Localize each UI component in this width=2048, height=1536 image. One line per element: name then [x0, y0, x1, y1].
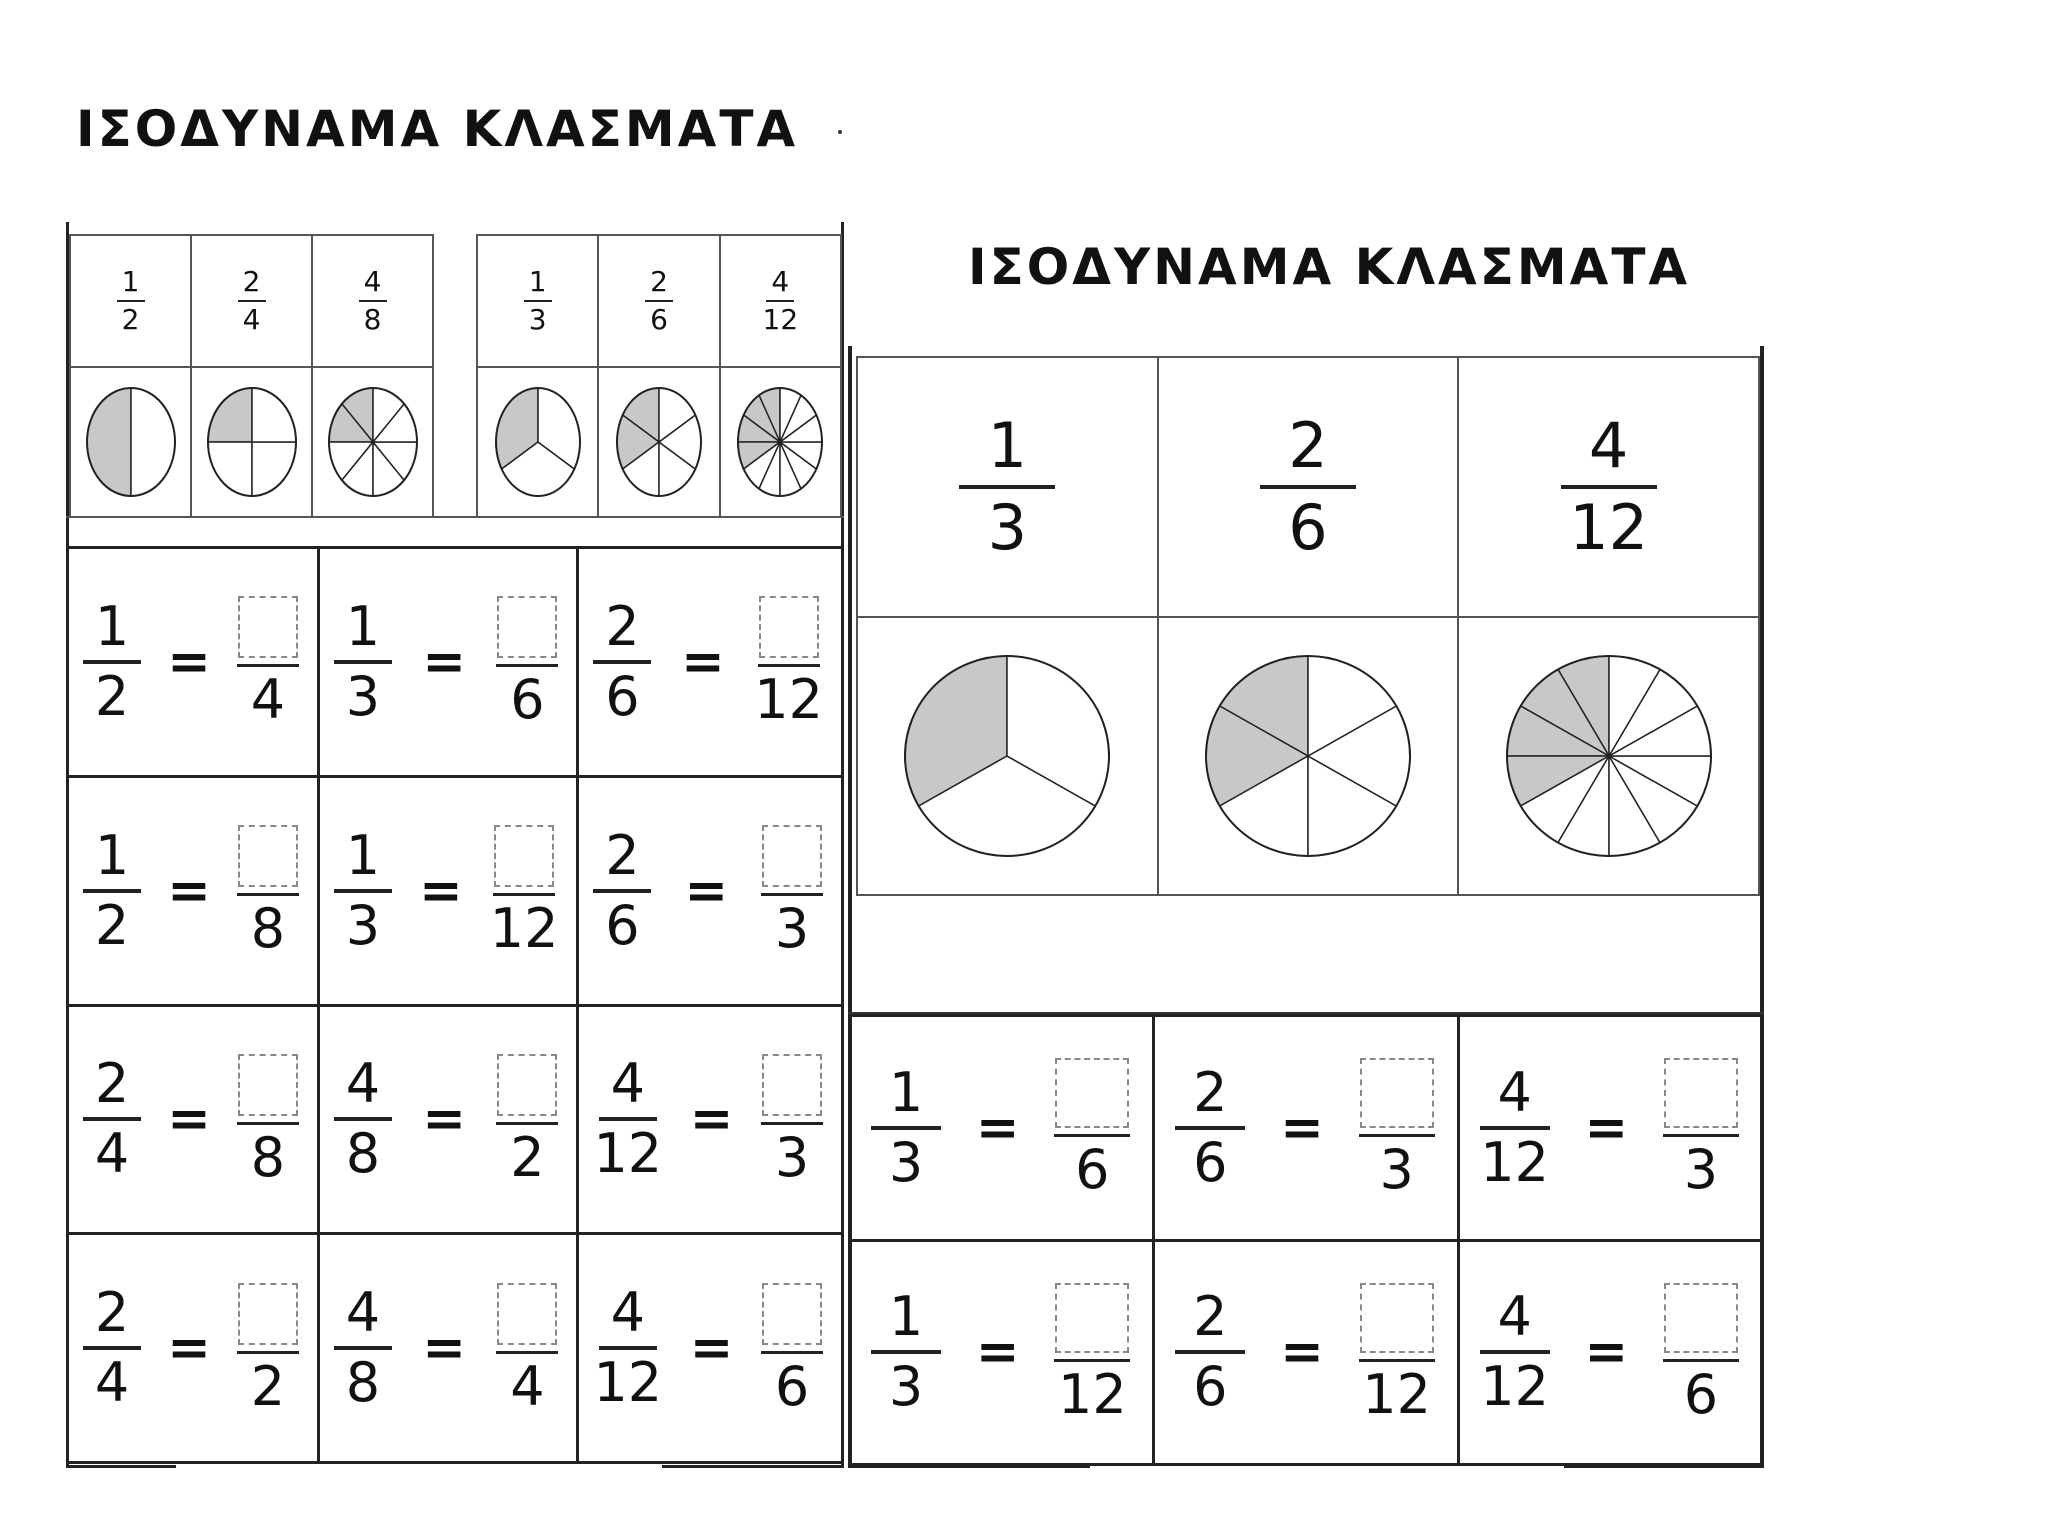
reference-fraction-cell	[70, 235, 191, 367]
reference-table-halves	[69, 234, 434, 518]
answer-blank[interactable]	[1055, 1058, 1129, 1128]
exercise-cell	[68, 548, 319, 777]
answer-fraction	[496, 1054, 558, 1189]
numerator: 2	[242, 265, 261, 298]
fraction-bar	[237, 893, 299, 896]
fraction-bar	[1359, 1359, 1435, 1362]
fraction-bar	[496, 1122, 558, 1125]
fraction-bar	[496, 664, 558, 667]
fraction-bar	[334, 889, 392, 893]
fraction	[593, 823, 651, 957]
denominator: 12	[1362, 1362, 1432, 1426]
denominator: 12	[489, 897, 559, 961]
exercise-cell	[578, 548, 843, 777]
equals-sign: =	[1280, 1097, 1324, 1158]
answer-fraction	[496, 1283, 558, 1418]
fraction-bar	[599, 1117, 657, 1121]
numerator: 1	[345, 594, 381, 658]
reference-circle-cell	[598, 367, 719, 517]
answer-fraction	[237, 596, 299, 732]
denominator: 3	[528, 303, 547, 336]
fraction-bar	[761, 1351, 823, 1354]
fraction-bar	[593, 660, 651, 664]
fraction-bar	[1175, 1126, 1245, 1130]
numerator: 1	[987, 409, 1028, 482]
fraction-bar	[237, 664, 299, 667]
fraction-bar	[1359, 1134, 1435, 1137]
denominator: 2	[121, 303, 140, 336]
denominator: 4	[94, 1122, 130, 1186]
numerator: 1	[528, 265, 547, 298]
numerator: 2	[650, 265, 668, 298]
fraction-bar	[1480, 1126, 1550, 1130]
fraction	[83, 594, 141, 728]
fraction-bar	[1054, 1134, 1130, 1137]
answer-blank[interactable]	[1360, 1283, 1434, 1353]
reference-circle-cell	[312, 367, 433, 517]
exercise-cell	[1458, 1240, 1762, 1465]
answer-blank[interactable]	[1664, 1283, 1738, 1353]
answer-blank[interactable]	[1055, 1283, 1129, 1353]
exercise-row	[850, 1240, 1763, 1465]
fraction	[334, 1281, 392, 1415]
exercise-cell	[318, 1234, 577, 1463]
fraction-bar	[1054, 1359, 1130, 1362]
numerator: 2	[1193, 1060, 1228, 1124]
reference-circle-cell	[720, 367, 841, 517]
exercise-row	[68, 548, 843, 777]
denominator: 12	[1480, 1355, 1550, 1419]
equals-sign: =	[167, 631, 211, 692]
numerator: 4	[345, 1281, 381, 1345]
reference-table-right	[856, 356, 1760, 896]
equals-sign: =	[1280, 1322, 1324, 1383]
denominator: 3	[987, 491, 1028, 564]
answer-fraction	[1359, 1058, 1435, 1202]
numerator: 1	[888, 1285, 924, 1349]
reference-fraction-cell	[720, 235, 841, 367]
fraction-circle	[1202, 652, 1414, 860]
reference-divider	[66, 516, 844, 518]
left-exercise-grid	[66, 546, 844, 1464]
numerator: 4	[345, 1052, 381, 1116]
fraction	[1480, 1060, 1550, 1194]
fraction-bar	[1175, 1350, 1245, 1354]
fraction-bar	[83, 889, 141, 893]
denominator: 3	[345, 664, 381, 728]
fraction-bar	[334, 1346, 392, 1350]
left-sheet	[66, 222, 844, 1468]
reference-circle-cell	[477, 367, 598, 517]
denominator: 3	[774, 897, 810, 961]
exercise-cell	[850, 1016, 1154, 1241]
denominator: 4	[250, 668, 286, 732]
answer-blank[interactable]	[238, 1283, 298, 1345]
equals-sign: =	[419, 860, 463, 921]
answer-fraction	[237, 1054, 299, 1189]
denominator: 2	[94, 893, 130, 957]
equals-sign: =	[684, 860, 729, 921]
fraction-circle	[901, 652, 1113, 860]
left-sheet-title: ΙΣΟΔΥΝΑΜΑ ΚΛΑΣΜΑΤΑ	[76, 100, 799, 158]
numerator: 2	[605, 594, 640, 658]
fraction-bar	[117, 300, 145, 302]
answer-fraction	[1054, 1058, 1130, 1202]
fraction-circle	[613, 384, 705, 500]
answer-fraction	[489, 825, 559, 961]
denominator: 4	[242, 303, 261, 336]
denominator: 12	[1480, 1130, 1550, 1194]
answer-blank[interactable]	[1360, 1058, 1434, 1128]
exercise-row	[68, 776, 843, 1005]
fraction	[83, 823, 141, 957]
fraction-bar	[593, 889, 651, 893]
fraction-bar	[871, 1350, 941, 1354]
fraction	[593, 1052, 663, 1186]
equals-sign: =	[167, 1318, 211, 1379]
fraction	[1260, 409, 1356, 564]
numerator: 4	[1588, 409, 1629, 482]
fraction-bar	[334, 1117, 392, 1121]
equals-sign: =	[1584, 1097, 1629, 1158]
answer-fraction	[754, 596, 823, 732]
exercise-row	[68, 1005, 843, 1234]
answer-blank[interactable]	[762, 1283, 822, 1345]
fraction-bar	[959, 485, 1055, 489]
equals-sign: =	[1584, 1322, 1629, 1383]
stray-dot	[838, 130, 842, 134]
fraction-circle	[734, 384, 826, 500]
equals-sign: =	[681, 631, 725, 692]
fraction-circle	[325, 384, 421, 500]
answer-fraction	[761, 825, 823, 961]
reference-circle-cell	[191, 367, 312, 517]
fraction-circle	[1503, 652, 1715, 860]
answer-fraction	[761, 1283, 823, 1418]
answer-blank[interactable]	[238, 1054, 298, 1116]
denominator: 6	[650, 303, 668, 336]
answer-fraction	[1054, 1283, 1130, 1426]
fraction-bar	[599, 1346, 657, 1350]
reference-fraction-cell	[1458, 357, 1759, 617]
denominator: 12	[593, 1351, 663, 1415]
answer-fraction	[1663, 1283, 1739, 1426]
exercise-cell	[318, 548, 577, 777]
answer-blank[interactable]	[497, 596, 557, 658]
fraction-bar	[1663, 1359, 1739, 1362]
denominator: 6	[1193, 1130, 1228, 1194]
fraction-bar	[493, 893, 555, 896]
denominator: 12	[1569, 491, 1649, 564]
fraction	[645, 265, 673, 336]
fraction-bar	[496, 1351, 558, 1354]
denominator: 6	[1288, 491, 1328, 564]
exercise-cell	[850, 1240, 1154, 1465]
numerator: 2	[94, 1052, 130, 1116]
fraction	[871, 1060, 941, 1194]
fraction-bar	[83, 660, 141, 664]
fraction-bar	[761, 893, 823, 896]
numerator: 1	[94, 823, 130, 887]
answer-blank[interactable]	[497, 1283, 557, 1345]
equals-sign: =	[422, 1089, 466, 1150]
exercise-cell	[578, 776, 843, 1005]
fraction	[871, 1285, 941, 1419]
answer-blank[interactable]	[762, 1054, 822, 1116]
fraction	[117, 265, 145, 336]
fraction	[334, 594, 392, 728]
fraction-bar	[758, 664, 820, 667]
exercise-cell	[578, 1234, 843, 1463]
answer-fraction	[761, 1054, 823, 1189]
exercise-cell	[68, 1005, 319, 1234]
fraction-bar	[761, 1122, 823, 1125]
numerator: 4	[1497, 1060, 1532, 1124]
numerator: 2	[605, 823, 640, 887]
denominator: 6	[774, 1354, 810, 1418]
denominator: 6	[605, 664, 640, 728]
fraction-bar	[238, 300, 266, 302]
fraction	[593, 594, 651, 728]
fraction-bar	[83, 1117, 141, 1121]
equals-sign: =	[167, 1089, 211, 1150]
right-sheet	[848, 346, 1768, 1468]
reference-circle-cell	[1158, 617, 1459, 895]
fraction-bar	[1561, 485, 1657, 489]
denominator: 3	[774, 1125, 810, 1189]
right-sheet-title: ΙΣΟΔΥΝΑΜΑ ΚΛΑΣΜΑΤΑ	[968, 238, 1691, 296]
fraction	[359, 265, 387, 336]
reference-circle-cell	[70, 367, 191, 517]
left-sheet-bottom-edge	[66, 1465, 176, 1468]
reference-circle-cell	[857, 617, 1158, 895]
denominator: 3	[1683, 1138, 1719, 1202]
denominator: 12	[762, 303, 799, 336]
numerator: 4	[1497, 1285, 1532, 1349]
denominator: 8	[250, 897, 286, 961]
right-exercise-grid	[848, 1014, 1764, 1466]
equals-sign: =	[689, 1089, 734, 1150]
fraction-bar	[766, 300, 794, 302]
fraction-circle	[492, 384, 584, 500]
exercise-row	[850, 1016, 1763, 1241]
numerator: 4	[610, 1281, 645, 1345]
denominator: 6	[510, 668, 545, 732]
fraction-bar	[1480, 1350, 1550, 1354]
exercise-cell	[68, 1234, 319, 1463]
equals-sign: =	[689, 1318, 734, 1379]
reference-fraction-cell	[857, 357, 1158, 617]
reference-fraction-cell	[477, 235, 598, 367]
numerator: 1	[888, 1060, 924, 1124]
fraction-bar	[237, 1351, 299, 1354]
denominator: 3	[888, 1130, 924, 1194]
numerator: 2	[1193, 1285, 1228, 1349]
numerator: 4	[771, 265, 790, 298]
answer-blank[interactable]	[497, 1054, 557, 1116]
fraction	[334, 823, 392, 957]
answer-blank[interactable]	[762, 825, 822, 887]
denominator: 4	[94, 1351, 130, 1415]
equals-sign: =	[975, 1322, 1020, 1383]
exercise-cell	[578, 1005, 843, 1234]
reference-fraction-cell	[312, 235, 433, 367]
exercise-cell	[318, 1005, 577, 1234]
left-sheet-bottom-edge-2	[662, 1465, 844, 1468]
answer-fraction	[237, 825, 299, 961]
answer-blank[interactable]	[238, 596, 298, 658]
exercise-row	[68, 1234, 843, 1463]
denominator: 2	[94, 664, 130, 728]
fraction-bar	[334, 660, 392, 664]
shaded-slice	[87, 388, 131, 496]
denominator: 3	[888, 1355, 924, 1419]
fraction	[593, 1281, 663, 1415]
denominator: 2	[250, 1354, 286, 1418]
numerator: 2	[1288, 409, 1328, 482]
exercise-cell	[1154, 1016, 1458, 1241]
reference-fraction-cell	[191, 235, 312, 367]
equals-sign: =	[167, 860, 211, 921]
numerator: 4	[610, 1052, 645, 1116]
answer-blank[interactable]	[494, 825, 554, 887]
reference-fraction-cell	[598, 235, 719, 367]
numerator: 2	[94, 1281, 130, 1345]
fraction	[83, 1281, 141, 1415]
denominator: 12	[1057, 1362, 1127, 1426]
denominator: 6	[1193, 1355, 1228, 1419]
denominator: 6	[605, 893, 640, 957]
fraction-circle	[204, 384, 300, 500]
denominator: 8	[345, 1351, 381, 1415]
fraction-circle	[83, 384, 179, 500]
fraction	[1480, 1285, 1550, 1419]
fraction	[1175, 1060, 1245, 1194]
answer-blank[interactable]	[238, 825, 298, 887]
empty-slice	[131, 388, 175, 496]
fraction-bar	[1663, 1134, 1739, 1137]
exercise-cell	[1458, 1016, 1762, 1241]
answer-blank[interactable]	[1664, 1058, 1738, 1128]
denominator: 12	[593, 1122, 663, 1186]
exercise-cell	[1154, 1240, 1458, 1465]
denominator: 2	[510, 1125, 545, 1189]
fraction	[762, 265, 799, 336]
denominator: 8	[363, 303, 382, 336]
exercise-cell	[68, 776, 319, 1005]
denominator: 6	[1075, 1138, 1110, 1202]
fraction-bar	[524, 300, 552, 302]
fraction	[1561, 409, 1657, 564]
answer-fraction	[1663, 1058, 1739, 1202]
fraction	[334, 1052, 392, 1186]
answer-fraction	[496, 596, 558, 732]
answer-blank[interactable]	[759, 596, 819, 658]
denominator: 6	[1683, 1362, 1719, 1426]
fraction	[959, 409, 1055, 564]
fraction-bar	[1260, 485, 1356, 489]
numerator: 1	[121, 265, 140, 298]
fraction-bar	[359, 300, 387, 302]
fraction	[238, 265, 266, 336]
reference-fraction-cell	[1158, 357, 1459, 617]
numerator: 4	[363, 265, 382, 298]
fraction-bar	[645, 300, 673, 302]
equals-sign: =	[422, 631, 466, 692]
denominator: 4	[510, 1354, 545, 1418]
answer-fraction	[237, 1283, 299, 1418]
numerator: 1	[345, 823, 381, 887]
equals-sign: =	[422, 1318, 466, 1379]
denominator: 3	[345, 893, 381, 957]
equals-sign: =	[975, 1097, 1020, 1158]
fraction-bar	[83, 1346, 141, 1350]
fraction-bar	[237, 1122, 299, 1125]
answer-fraction	[1359, 1283, 1435, 1426]
fraction-bar	[871, 1126, 941, 1130]
numerator: 1	[94, 594, 130, 658]
denominator: 8	[250, 1125, 286, 1189]
reference-circle-cell	[1458, 617, 1759, 895]
fraction	[1175, 1285, 1245, 1419]
denominator: 3	[1379, 1138, 1414, 1202]
reference-table-thirds	[476, 234, 842, 518]
denominator: 8	[345, 1122, 381, 1186]
exercise-cell	[318, 776, 577, 1005]
denominator: 12	[754, 668, 823, 732]
fraction	[524, 265, 552, 336]
fraction	[83, 1052, 141, 1186]
